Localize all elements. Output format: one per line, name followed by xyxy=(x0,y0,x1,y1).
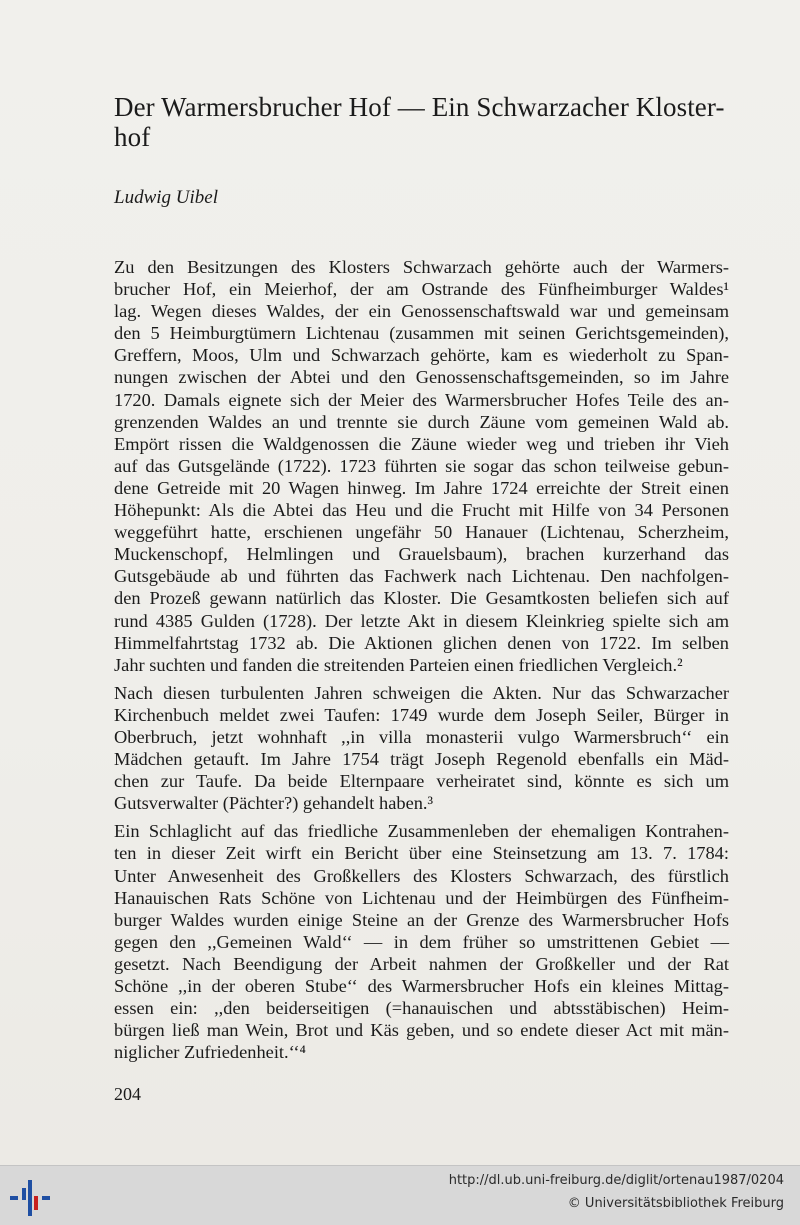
paragraph xyxy=(114,256,729,676)
footer-bar xyxy=(0,1165,800,1225)
page-number: 204 xyxy=(114,1084,141,1104)
author-name: Ludwig Uibel xyxy=(114,187,218,208)
text-line: Ein Schlaglicht auf das friedliche Zusammenleben der ehemaligen Kontrahen- xyxy=(114,821,729,842)
text-line: grenzenden Waldes an und trennte sie durch Zäune vom gemeinen Wald ab. xyxy=(114,411,729,432)
text-line: Gutsgebäude ab und führten das Fachwerk nach Lichtenau. Den nachfolgen- xyxy=(114,566,729,587)
text-line: Hanauischen Rats Schöne von Lichtenau und der Heimbürgen des Fünfheim- xyxy=(114,887,729,908)
text-line: 1720. Damals eignete sich der Meier des Warmersbrucher Hofes Teile des an- xyxy=(114,389,729,410)
text-line: chen zur Taufe. Da beide Elternpaare verheiratet sind, könnte es sich um xyxy=(114,771,729,792)
text-line: weggeführt hatte, erschienen ungefähr 50 Hanauer (Lichtenau, Scherzheim, xyxy=(114,522,729,543)
text-line: Himmelfahrtstag 1732 ab. Die Aktionen glichen denen von 1722. Im selben xyxy=(114,632,729,653)
text-line: Kirchenbuch meldet zwei Taufen: 1749 wurde dem Joseph Seiler, Bürger in xyxy=(114,704,729,725)
text-line: lag. Wegen dieses Waldes, der ein Genossenschaftswald war und gemeinsam xyxy=(114,301,729,322)
text-line: niglicher Zufriedenheit.‘‘⁴ xyxy=(114,1042,306,1063)
text-line: ten in dieser Zeit wirft ein Bericht über eine Steinsetzung am 13. 7. 1784: xyxy=(114,843,729,864)
title-line: Der Warmersbrucher Hof — Ein Schwarzacher Kloster- xyxy=(114,92,725,122)
text-line: gegen den ,,Gemeinen Wald‘‘ — in dem früher so umstrittenen Gebiet — xyxy=(114,931,729,952)
text-line: bürgen ließ man Wein, Brot und Käs geben, und so endete dieser Act mit män- xyxy=(114,1020,729,1041)
text-line: Mädchen getauft. Im Jahre 1754 trägt Joseph Regenold ebenfalls ein Mäd- xyxy=(114,749,729,770)
document-title xyxy=(114,92,734,152)
text-line: Muckenschopf, Helmlingen und Grauelsbaum), brachen kurzerhand das xyxy=(114,544,729,565)
text-line: Empört rissen die Waldgenossen die Zäune wieder weg und trieben ihr Vieh xyxy=(114,433,729,454)
text-line: brucher Hof, ein Meierhof, der am Ostrande des Fünfheimburger Waldes¹ xyxy=(114,279,729,300)
text-line: gesetzt. Nach Beendigung der Arbeit nahmen der Großkeller und der Rat xyxy=(114,953,729,974)
text-line: Unter Anwesenheit des Großkellers des Klosters Schwarzach, des fürstlich xyxy=(114,865,729,886)
text-line: burger Waldes wurden einige Steine an der Grenze des Warmersbrucher Hofs xyxy=(114,909,729,930)
text-line: essen ein: ,,den beiderseitigen (=hanauischen und abtsstäbischen) Heim- xyxy=(114,998,729,1019)
text-line: Nach diesen turbulenten Jahren schweigen die Akten. Nur das Schwarzacher xyxy=(114,682,729,703)
text-line: Oberbruch, jetzt wohnhaft ,,in villa monasterii vulgo Warmersbruch‘‘ ein xyxy=(114,726,729,747)
text-line: Schöne ,,in der oberen Stube‘‘ des Warmersbrucher Hofs ein kleines Mittag- xyxy=(114,976,729,996)
text-line: Höhepunkt: Als die Abtei das Heu und die Frucht mit Hilfe von 34 Personen xyxy=(114,500,729,521)
footer-copyright: © Universitätsbibliothek Freiburg xyxy=(567,1196,784,1211)
body-text xyxy=(114,256,729,1069)
text-line: rund 4385 Gulden (1728). Der letzte Akt in diesem Kleinkrieg spielte sich am xyxy=(114,610,729,631)
text-line: Jahr suchten und fanden die streitenden Parteien einen friedlichen Vergleich.² xyxy=(114,654,683,675)
text-line: Zu den Besitzungen des Klosters Schwarzach gehörte auch der Warmers- xyxy=(114,257,729,277)
ub-freiburg-logo-icon[interactable] xyxy=(8,1178,52,1218)
text-line: den 5 Heimburgtümern Lichtenau (zusammen mit seinen Gerichtsgemeinden), xyxy=(114,323,729,344)
text-line: dene Getreide mit 20 Wagen hinweg. Im Jahre 1724 erreichte der Streit einen xyxy=(114,477,729,498)
text-line: Gutsverwalter (Pächter?) gehandelt haben.³ xyxy=(114,793,434,814)
text-line: auf das Gutsgelände (1722). 1723 führten sie sogar das schon teilweise gebun- xyxy=(114,455,729,476)
paragraph xyxy=(114,820,729,1063)
footer-url-link[interactable]: http://dl.ub.uni-freiburg.de/diglit/ortenau1987/0204 xyxy=(448,1173,784,1188)
paragraph xyxy=(114,682,729,815)
text-line: den Prozeß gewann natürlich das Kloster. Die Gesamtkosten beliefen sich auf xyxy=(114,588,729,609)
text-line: nungen zwischen der Abtei und den Genossenschaftsgemeinden, so im Jahre xyxy=(114,367,729,388)
text-line: Greffern, Moos, Ulm und Schwarzach gehörte, kam es wiederholt zu Span- xyxy=(114,345,729,366)
title-line: hof xyxy=(114,122,151,152)
